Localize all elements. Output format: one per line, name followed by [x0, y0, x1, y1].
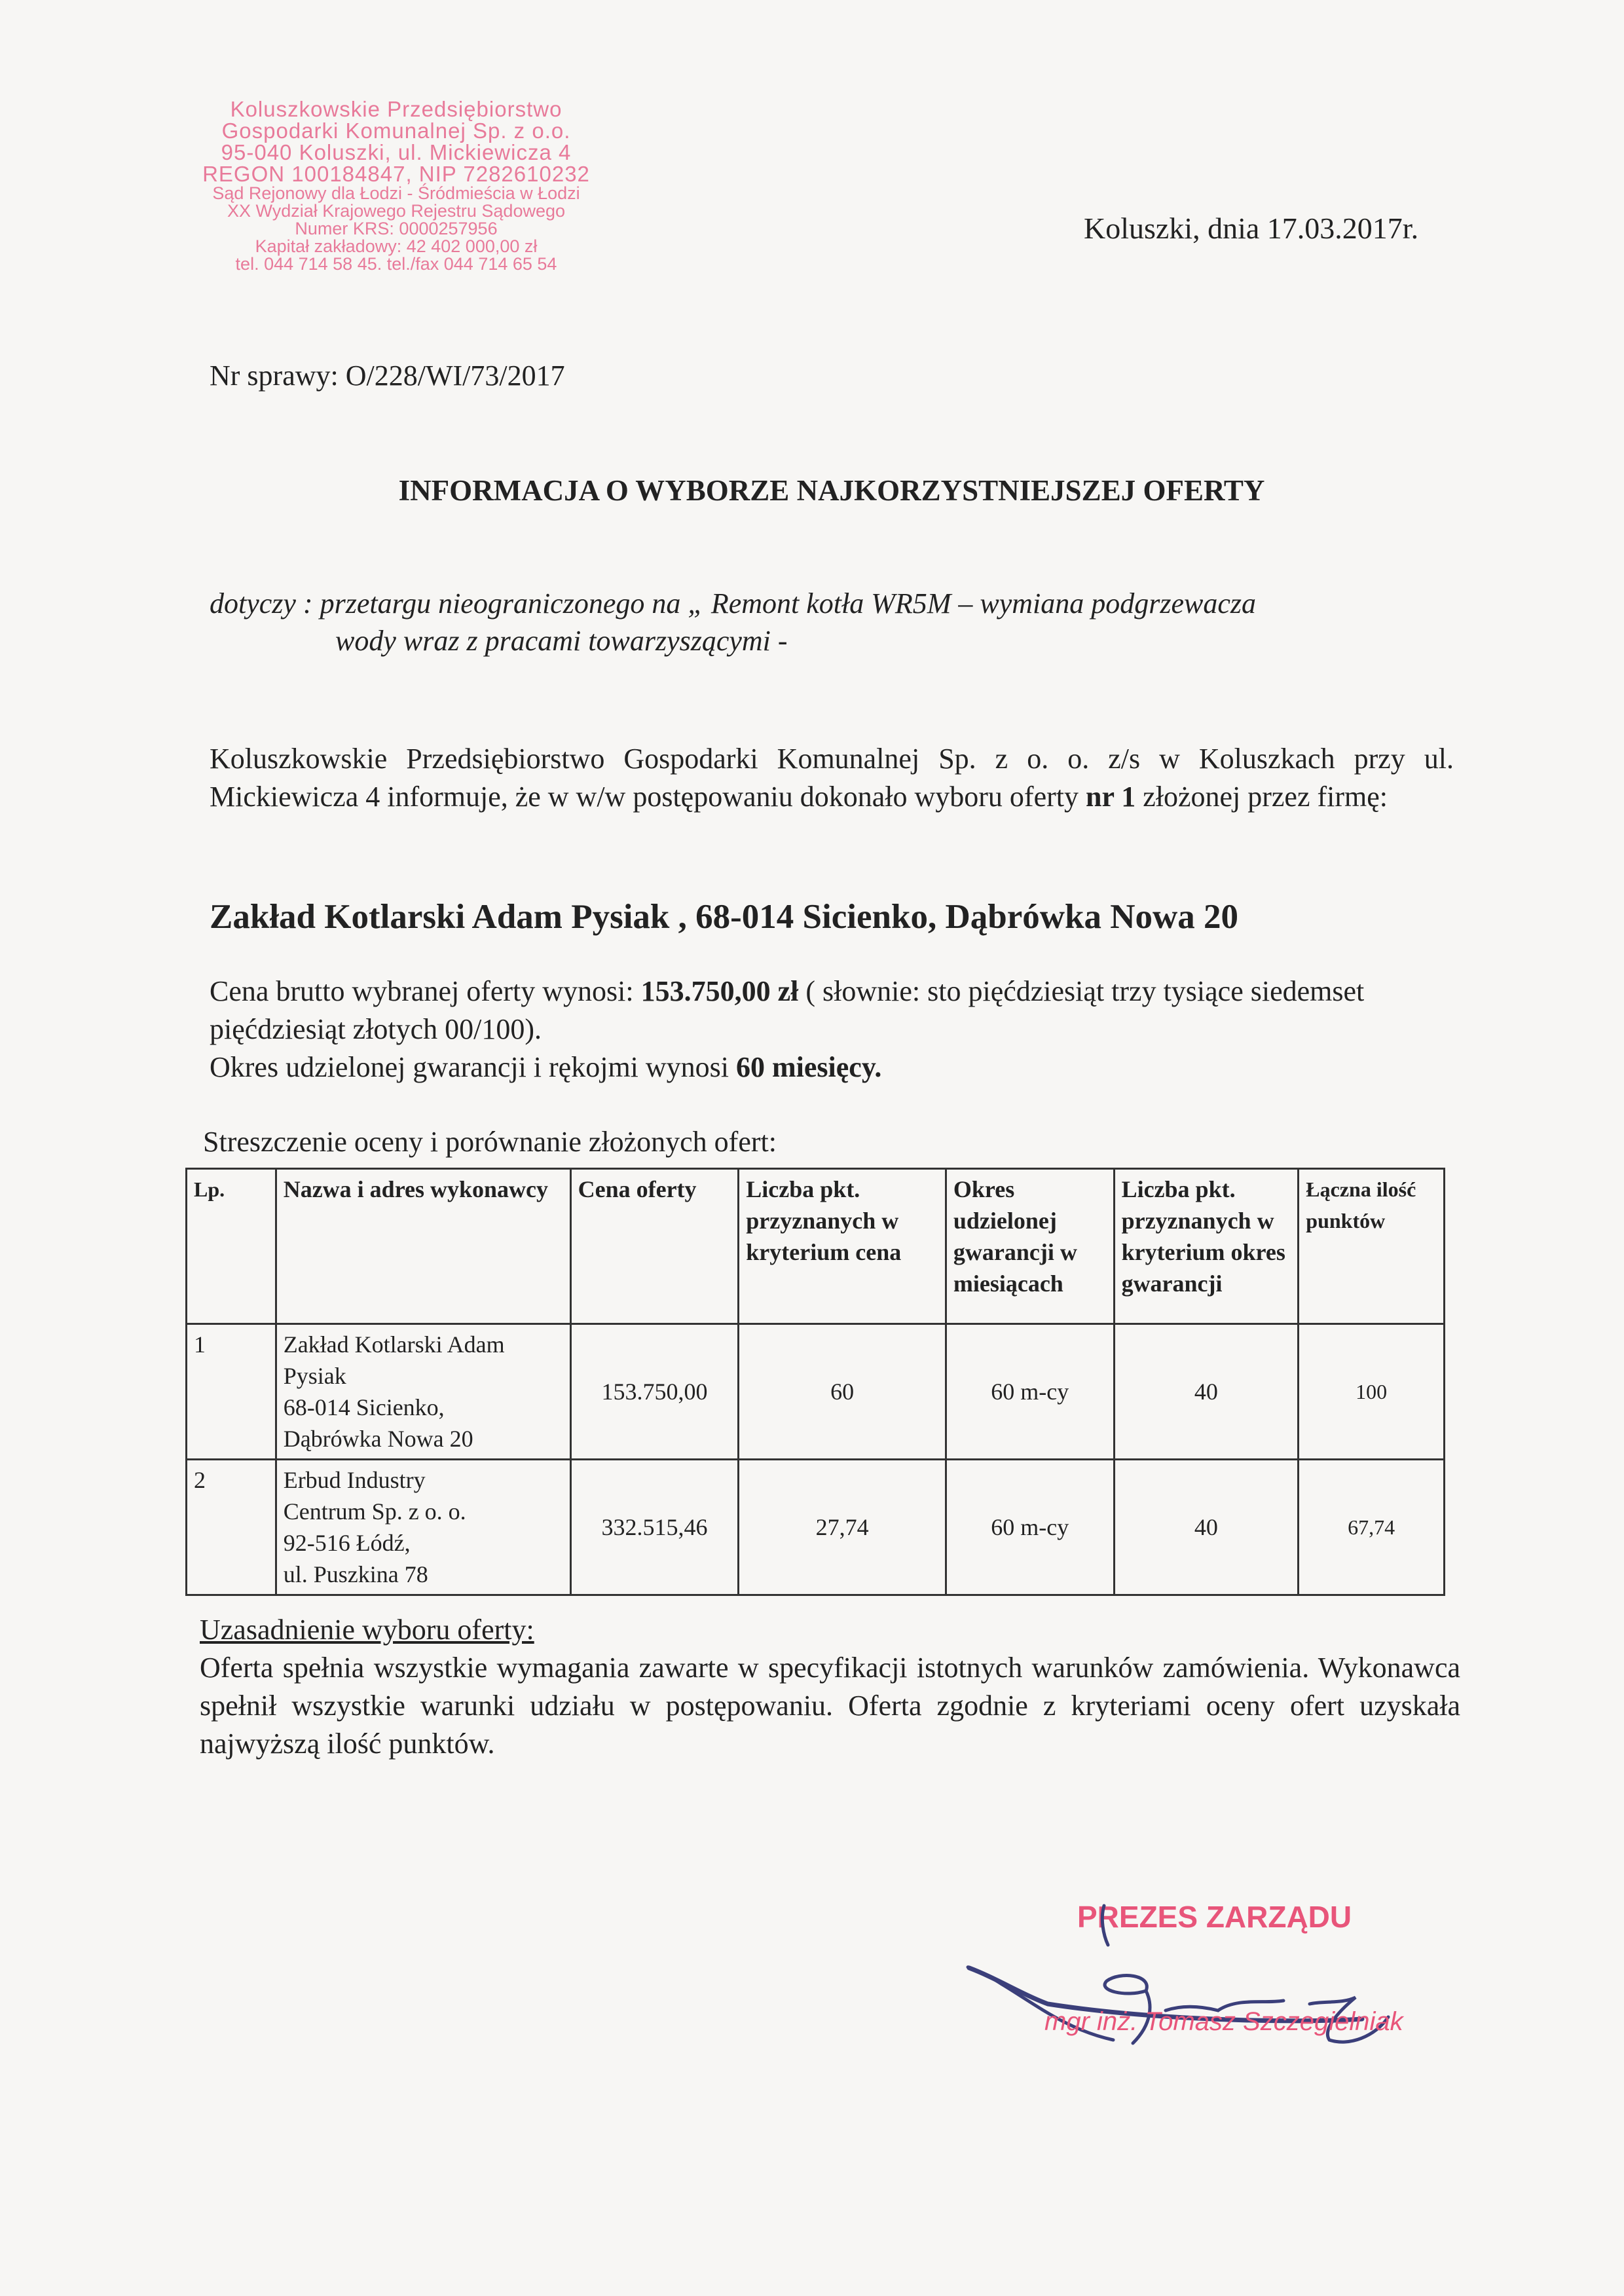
cell-total: 67,74 [1299, 1460, 1445, 1595]
stamp-line: Koluszkowskie Przedsiębiorstwo [230, 97, 563, 121]
name-line: Pysiak [283, 1363, 346, 1389]
winner-name: Zakład Kotlarski Adam Pysiak , 68-014 Sicienko, Dąbrówka Nowa 20 [210, 898, 1239, 936]
stamp-line: Numer KRS: 0000257956 [295, 219, 498, 238]
stamp-line: Sąd Rejonowy dla Łodzi - Śródmieścia w Łodzi [212, 183, 580, 203]
stamp-line: 95-040 Koluszki, ul. Mickiewicza 4 [221, 140, 572, 164]
price-amount: 153.750,00 zł [640, 975, 799, 1007]
name-line: Erbud Industry [283, 1467, 426, 1493]
stamp-line: REGON 100184847, NIP 7282610232 [202, 162, 590, 186]
price-words: ( słownie: sto pięćdziesiąt trzy tysiące siedemset pięćdziesiąt złotych 00/100). [210, 975, 1365, 1045]
table-row [187, 1460, 1445, 1595]
subject-line-2: wody wraz z pracami towarzyszącymi - [335, 625, 788, 657]
header-warranty-points: Liczba pkt. przyznanych w kryterium okres gwarancji [1114, 1169, 1299, 1324]
warranty-prefix: Okres udzielonej gwarancji i rękojmi wynosi [210, 1051, 737, 1083]
case-number: Nr sprawy: O/228/WI/73/2017 [210, 360, 565, 392]
name-line: 68-014 Sicienko, [283, 1394, 445, 1420]
signature-role: PREZES ZARZĄDU [1077, 1900, 1352, 1934]
cell-warranty: 60 m-cy [946, 1460, 1114, 1595]
warranty-value: 60 miesięcy. [736, 1051, 882, 1083]
header-warranty: Okres udzielonej gwarancji w miesiącach [946, 1169, 1114, 1324]
cell-price: 332.515,46 [570, 1460, 739, 1595]
document-title: INFORMACJA O WYBORZE NAJKORZYSTNIEJSZEJ OFERTY [398, 474, 1265, 507]
header-price-points: Liczba pkt. przyznanych w kryterium cena [739, 1169, 946, 1324]
offers-table [185, 1168, 1445, 1596]
justification-heading: Uzasadnienie wyboru oferty: [200, 1614, 534, 1646]
table-header-row [187, 1169, 1445, 1324]
price-prefix: Cena brutto wybranej oferty wynosi: [210, 975, 641, 1007]
header-lp: Lp. [187, 1169, 276, 1324]
document-date: Koluszki, dnia 17.03.2017r. [1084, 212, 1419, 245]
subject-line-1: dotyczy : przetargu nieograniczonego na „ Remont kotła WR5M – wymiana podgrzewacza [210, 587, 1257, 620]
header-name: Nazwa i adres wykonawcy [276, 1169, 570, 1324]
company-stamp [167, 98, 625, 273]
name-line: 92-516 Łódź, [283, 1530, 411, 1556]
name-line: Dąbrówka Nowa 20 [283, 1426, 473, 1452]
name-line: Zakład Kotlarski Adam [283, 1331, 505, 1358]
signatory-name: mgr inż. Tomasz Szczegielniak [1044, 2007, 1403, 2036]
cell-price-points: 60 [739, 1324, 946, 1460]
stamp-line: Kapitał zakładowy: 42 402 000,00 zł [255, 236, 538, 256]
cell-warranty-points: 40 [1114, 1460, 1299, 1595]
cell-name [276, 1460, 570, 1595]
intro-text: Koluszkowskie Przedsiębiorstwo Gospodarki Komunalnej Sp. z o. o. z/s w Koluszkach przy ul. Mickiewicza 4 informuje, że w w/w postępowaniu dokonało wyboru oferty [210, 743, 1454, 813]
header-price: Cena oferty [570, 1169, 739, 1324]
cell-price: 153.750,00 [570, 1324, 739, 1460]
stamp-line: tel. 044 714 58 45. tel./fax 044 714 65 54 [235, 254, 557, 274]
cell-warranty-points: 40 [1114, 1324, 1299, 1460]
name-line: ul. Puszkina 78 [283, 1561, 428, 1587]
cell-price-points: 27,74 [739, 1460, 946, 1595]
cell-warranty: 60 m-cy [946, 1324, 1114, 1460]
stamp-line: Gospodarki Komunalnej Sp. z o.o. [221, 119, 571, 143]
cell-total: 100 [1299, 1324, 1445, 1460]
price-paragraph [210, 972, 1428, 1086]
intro-text-end: złożonej przez firmę: [1135, 781, 1388, 813]
cell-lp: 2 [187, 1460, 276, 1595]
cell-name [276, 1324, 570, 1460]
intro-paragraph [210, 740, 1454, 816]
header-total: Łączna ilość punktów [1299, 1169, 1445, 1324]
offer-number: nr 1 [1085, 781, 1136, 813]
table-caption: Streszczenie oceny i porównanie złożonych ofert: [203, 1126, 777, 1158]
cell-lp: 1 [187, 1324, 276, 1460]
name-line: Centrum Sp. z o. o. [283, 1498, 466, 1525]
justification-text: Oferta spełnia wszystkie wymagania zawarte w specyfikacji istotnych warunków zamówienia. Wykonawca spełnił wszystkie warunki udziału w postępowaniu. Oferta zgodnie z kryteriami oceny ofert uzyskała najwyższą ilość punktów. [200, 1652, 1460, 1760]
stamp-line: XX Wydział Krajowego Rejestru Sądowego [227, 201, 566, 221]
table-row [187, 1324, 1445, 1460]
